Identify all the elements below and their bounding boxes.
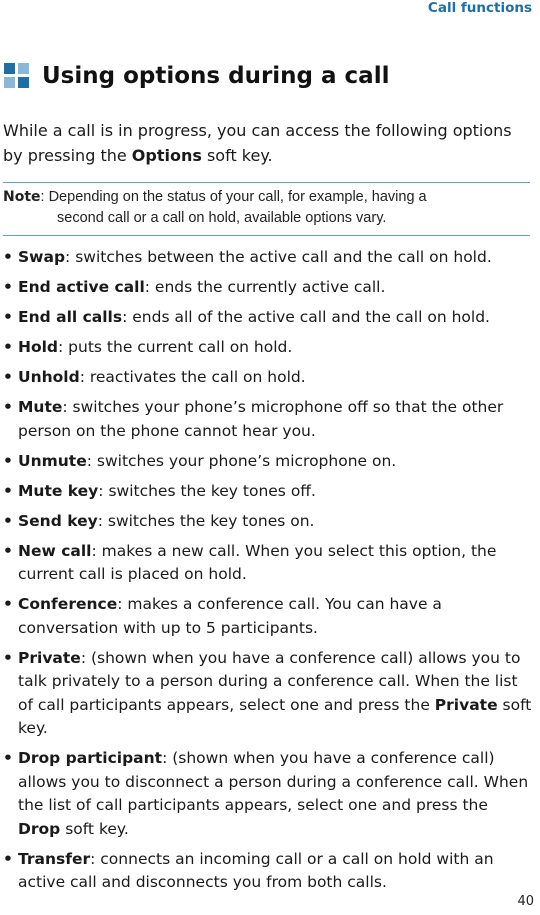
option-softkey-name: Private bbox=[434, 695, 498, 714]
option-term: Unmute bbox=[18, 451, 87, 470]
option-term: Swap bbox=[18, 248, 66, 266]
note-line-2: second call or a call on hold, available options vary. bbox=[57, 210, 387, 226]
bullet-dot: • bbox=[3, 749, 13, 767]
option-description: : reactivates the call on hold. bbox=[79, 368, 306, 386]
option-description: : switches the key tones on. bbox=[97, 511, 315, 530]
page-number: 40 bbox=[517, 894, 534, 909]
note-line-1 bbox=[3, 187, 530, 208]
list-item bbox=[3, 306, 533, 330]
bullet-dot: • bbox=[3, 368, 13, 386]
option-description: : (shown when you have a conference call) allows you to disconnect a person during a conference call. When the list of call participants appears, select one and press the bbox=[18, 749, 529, 814]
list-item bbox=[3, 396, 533, 443]
option-description: : switches between the active call and the call on hold. bbox=[65, 248, 492, 266]
bullet-dot: • bbox=[3, 308, 13, 326]
option-term: Private bbox=[18, 648, 81, 667]
option-term: Mute bbox=[18, 398, 63, 416]
options-list bbox=[3, 246, 533, 901]
intro-paragraph bbox=[3, 118, 523, 168]
option-description: : switches the key tones off. bbox=[98, 481, 316, 500]
option-term: Mute key bbox=[18, 481, 99, 500]
bullet-dot: • bbox=[3, 481, 13, 500]
section-heading bbox=[4, 58, 389, 94]
bullet-dot: • bbox=[3, 595, 13, 613]
section-heading-text: Using options during a call bbox=[42, 63, 390, 89]
note-text-1: : Depending on the status of your call, for example, having a bbox=[40, 189, 427, 205]
bullet-dot: • bbox=[3, 248, 13, 266]
bullet-dot: • bbox=[3, 451, 13, 470]
option-term: Unhold bbox=[18, 368, 80, 386]
option-term: End active call bbox=[18, 278, 145, 296]
list-item bbox=[3, 366, 533, 390]
bullet-dot: • bbox=[3, 648, 13, 667]
option-term: Drop participant bbox=[18, 749, 163, 767]
bullet-dot: • bbox=[3, 849, 13, 868]
intro-text-after: soft key. bbox=[201, 146, 273, 165]
option-softkey-name: Drop bbox=[18, 819, 61, 838]
intro-bold-term: Options bbox=[131, 146, 202, 165]
bullet-dot: • bbox=[3, 541, 13, 560]
list-item bbox=[3, 246, 533, 270]
list-item bbox=[3, 747, 533, 841]
list-item bbox=[3, 848, 533, 895]
option-description: : ends all of the active call and the call on hold. bbox=[122, 308, 490, 326]
bullet-dot: • bbox=[3, 278, 13, 296]
bullet-dot: • bbox=[3, 338, 13, 356]
option-description-end: soft key. bbox=[60, 819, 129, 838]
list-item bbox=[3, 593, 533, 640]
list-item bbox=[3, 510, 533, 534]
bullet-dot: • bbox=[3, 398, 13, 416]
list-item bbox=[3, 336, 533, 360]
option-term: Hold bbox=[18, 338, 59, 356]
list-item bbox=[3, 540, 533, 587]
header-title: Call functions bbox=[427, 0, 532, 16]
list-item bbox=[3, 450, 533, 474]
option-description: : connects an incoming call or a call on hold with an active call and disconnects you from both calls. bbox=[18, 849, 494, 891]
option-description: : (shown when you have a conference call) allows you to talk privately to a person during a conference call. When the list of call participants appears, select one and press the bbox=[18, 648, 521, 714]
list-item bbox=[3, 480, 533, 504]
option-term: Conference bbox=[18, 595, 118, 613]
option-term: End all calls bbox=[18, 308, 123, 326]
section-squares-icon bbox=[4, 63, 30, 89]
option-term: Send key bbox=[18, 511, 98, 530]
intro-text-before: While a call is in progress, you can access the following options by pressing the bbox=[3, 121, 512, 165]
option-term: New call bbox=[18, 541, 92, 560]
option-description: : makes a new call. When you select this option, the current call is placed on hold. bbox=[18, 541, 497, 583]
bullet-dot: • bbox=[3, 511, 13, 530]
option-description: : makes a conference call. You can have a conversation with up to 5 participants. bbox=[18, 595, 442, 637]
list-item bbox=[3, 276, 533, 300]
option-term: Transfer bbox=[18, 849, 91, 868]
note-label: Note bbox=[3, 189, 41, 205]
option-description-end: soft key. bbox=[18, 695, 532, 737]
option-description: : puts the current call on hold. bbox=[58, 338, 293, 356]
note-box bbox=[3, 182, 530, 236]
list-item bbox=[3, 647, 533, 741]
option-description: : switches your phone’s microphone on. bbox=[86, 451, 397, 470]
option-description: : switches your phone’s microphone off so that the other person on the phone cannot hear you. bbox=[18, 398, 504, 440]
option-description: : ends the currently active call. bbox=[144, 278, 386, 296]
